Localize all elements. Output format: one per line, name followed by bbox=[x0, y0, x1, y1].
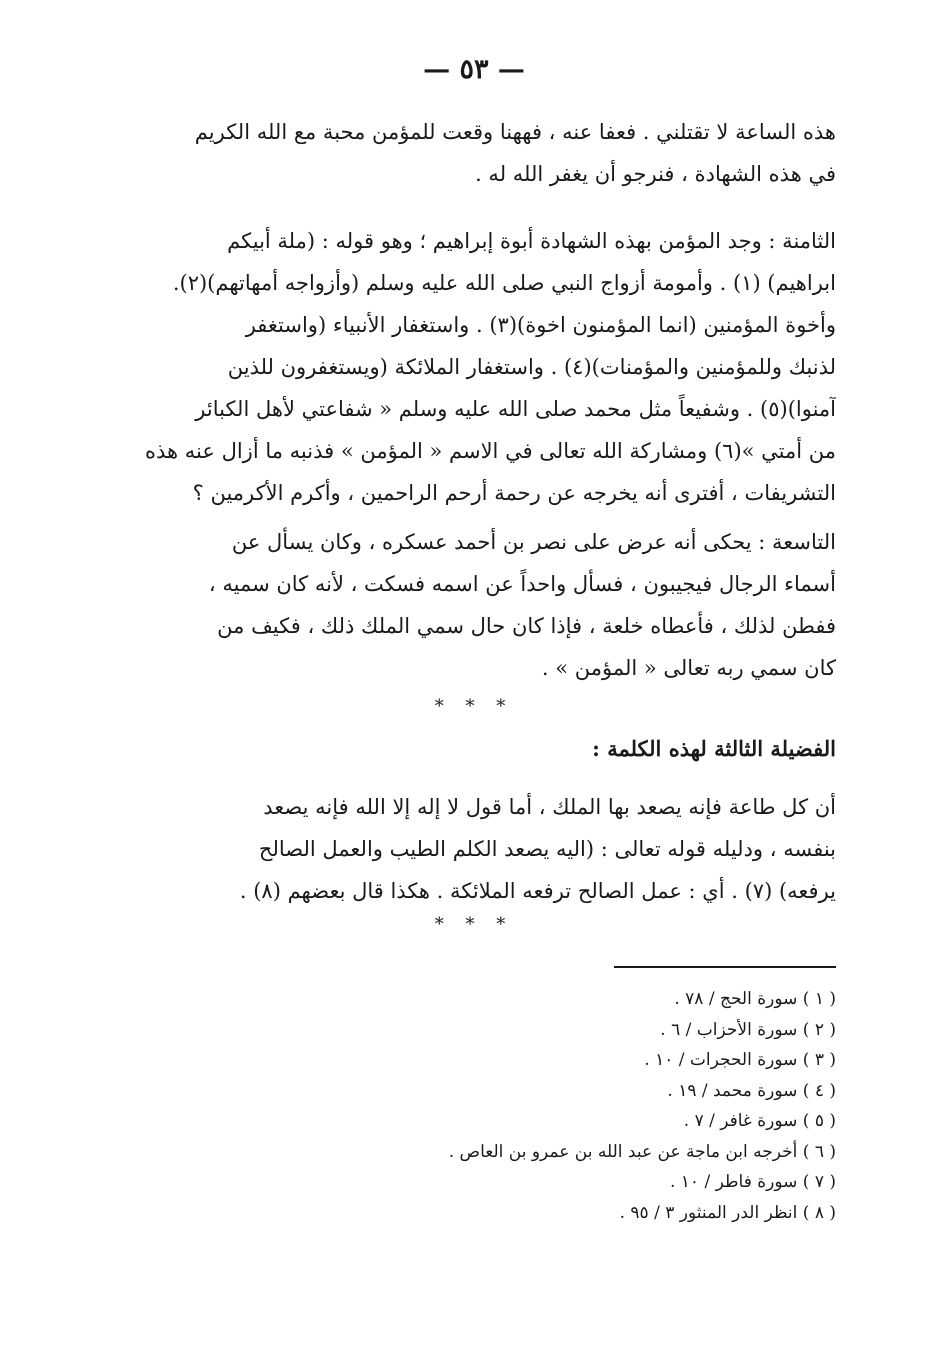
text-line: كان سمي ربه تعالى « المؤمن » . bbox=[541, 656, 836, 680]
text-line: آمنوا)(٥) . وشفيعاً مثل محمد صلى الله عليه وسلم « شفاعتي لأهل الكبائر bbox=[195, 397, 836, 421]
footnote: ( ٧ ) سورة فاطر / ١٠ . bbox=[669, 1172, 836, 1192]
footnote: ( ٨ ) انظر الدر المنثور ٣ / ٩٥ . bbox=[619, 1202, 836, 1223]
footnote: ( ٦ ) أخرجه ابن ماجة عن عبد الله بن عمرو بن العاص . bbox=[448, 1141, 836, 1162]
footnote: ( ٣ ) سورة الحجرات / ١٠ . bbox=[644, 1050, 836, 1070]
text-line: هذه الساعة لا تقتلني . فعفا عنه ، فههنا وقعت للمؤمن محبة مع الله الكريم bbox=[194, 120, 836, 144]
footnote-divider bbox=[614, 966, 836, 968]
text-line: يرفعه) (٧) . أي : عمل الصالح ترفعه الملائكة . هكذا قال بعضهم (٨) . bbox=[239, 879, 836, 903]
text-line: الثامنة : وجد المؤمن بهذه الشهادة أبوة إبراهيم ؛ وهو قوله : (ملة أبيكم bbox=[227, 229, 836, 253]
paragraph-third-virtue bbox=[113, 786, 836, 912]
footnotes bbox=[113, 984, 836, 1228]
footnote: ( ٤ ) سورة محمد / ١٩ . bbox=[667, 1080, 836, 1101]
text-line: وأخوة المؤمنين (انما المؤمنون اخوة)(٣) . واستغفار الأنبياء (واستغفر bbox=[245, 313, 836, 337]
text-line: لذنبك وللمؤمنين والمؤمنات)(٤) . واستغفار الملائكة (ويستغفرون للذين bbox=[227, 355, 836, 379]
text-line: ففطن لذلك ، فأعطاه خلعة ، فإذا كان حال سمي الملك ذلك ، فكيف من bbox=[217, 614, 836, 638]
section-heading: الفضيلة الثالثة لهذه الكلمة : bbox=[592, 736, 836, 761]
text-line: التشريفات ، أفترى أنه يخرجه عن رحمة أرحم الراحمين ، وأكرم الأكرمين ؟ bbox=[192, 481, 836, 505]
footnote: ( ٢ ) سورة الأحزاب / ٦ . bbox=[660, 1019, 836, 1040]
section-separator: * * * bbox=[434, 914, 514, 935]
footnote: ( ٥ ) سورة غافر / ٧ . bbox=[683, 1111, 836, 1131]
text-line: ابراهيم) (١) . وأمومة أزواج النبي صلى الله عليه وسلم (وأزواجه أمهاتهم)(٢). bbox=[172, 271, 836, 295]
text-line: أن كل طاعة فإنه يصعد بها الملك ، أما قول لا إله إلا الله فإنه يصعد bbox=[263, 795, 836, 819]
text-line: بنفسه ، ودليله قوله تعالى : (اليه يصعد الكلم الطيب والعمل الصالح bbox=[258, 837, 836, 861]
paragraph-eighth-merit bbox=[113, 220, 836, 514]
text-line: أسماء الرجال فيجيبون ، فسأل واحداً عن اسمه فسكت ، لأنه كان سميه ، bbox=[208, 572, 836, 596]
text-line: التاسعة : يحكى أنه عرض على نصر بن أحمد عسكره ، وكان يسأل عن bbox=[231, 530, 836, 554]
paragraph-ninth-merit bbox=[113, 521, 836, 689]
text-line: من أمتي »(٦) ومشاركة الله تعالى في الاسم « المؤمن » فذنبه ما أزال عنه هذه bbox=[145, 439, 836, 463]
footnote: ( ١ ) سورة الحج / ٧٨ . bbox=[674, 989, 836, 1009]
text-line: في هذه الشهادة ، فنرجو أن يغفر الله له . bbox=[475, 162, 836, 186]
page-number: — ٥٣ — bbox=[423, 54, 525, 85]
section-separator: * * * bbox=[434, 696, 514, 717]
paragraph-closing-story bbox=[113, 111, 836, 195]
